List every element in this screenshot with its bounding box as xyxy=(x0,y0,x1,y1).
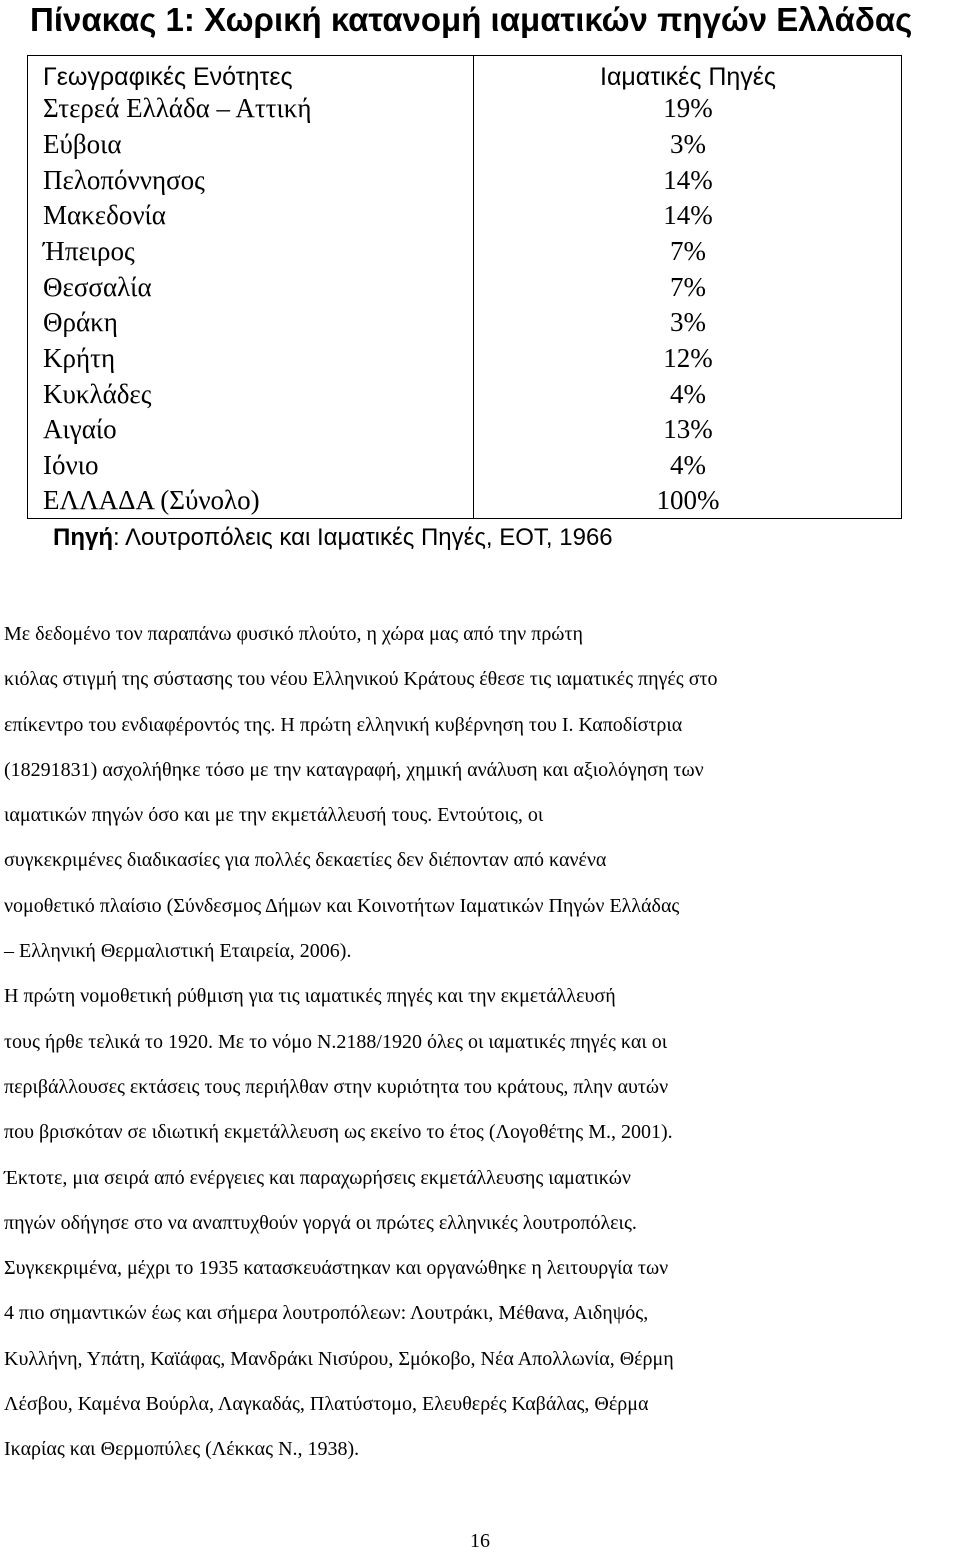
region-share: 7% xyxy=(670,272,706,302)
region-share: 4% xyxy=(670,379,706,409)
text-line: Συγκεκριμένα, μέχρι το 1935 κατασκευάστηκαν και οργανώθηκε η λειτουργία των xyxy=(4,1257,669,1280)
text-line: Ικαρίας και Θερμοπύλες (Λέκκας Ν., 1938). xyxy=(4,1438,360,1461)
region-share: 7% xyxy=(670,236,706,266)
text-line: τους ήρθε τελικά το 1920. Με το νόμο Ν.2188/1920 όλες οι ιαματικές πηγές και οι xyxy=(4,1030,668,1053)
table-row xyxy=(27,447,902,483)
region-share: 4% xyxy=(670,450,706,480)
table-row xyxy=(27,233,902,269)
region-name: Κυκλάδες xyxy=(43,379,152,409)
text-line: που βρισκόταν σε ιδιωτική εκμετάλλευση ως εκείνο το έτος (Λογοθέτης Μ., 2001). xyxy=(4,1121,673,1144)
region-share: 14% xyxy=(663,165,713,195)
table-row xyxy=(27,340,902,376)
text-line: Κυλλήνη, Υπάτη, Καϊάφας, Μανδράκι Νισύρου, Σμόκοβο, Νέα Απολλωνία, Θέρμη xyxy=(4,1347,674,1370)
region-name: Στερεά Ελλάδα – Αττική xyxy=(43,93,312,123)
table-row xyxy=(27,269,902,305)
table-total-row xyxy=(27,482,902,518)
region-name: Ήπειρος xyxy=(43,236,135,266)
text-line: κιόλας στιγμή της σύστασης του νέου Ελληνικού Κράτους έθεσε τις ιαματικές πηγές στο xyxy=(4,668,718,691)
text-line: Με δεδομένο τον παραπάνω φυσικό πλούτο, η χώρα μας από την πρώτη xyxy=(4,623,583,645)
page-number: 16 xyxy=(470,1530,490,1552)
table-title: Πίνακας 1: Χωρική κατανομή ιαματικών πηγών Ελλάδας xyxy=(30,1,913,38)
text-line: Η πρώτη νομοθετική ρύθμιση για τις ιαματικές πηγές και την εκμετάλλευσή xyxy=(4,985,616,1008)
region-share: 3% xyxy=(670,129,706,159)
text-line: νομοθετικό πλαίσιο (Σύνδεσμος Δήμων και Κοινοτήτων Ιαματικών Πηγών Ελλάδας xyxy=(4,894,680,917)
region-name: Μακεδονία xyxy=(43,200,166,230)
text-line: – Ελληνική Θερμαλιστική Εταιρεία, 2006). xyxy=(4,940,352,963)
source-text: : Λουτροπόλεις και Ιαματικές Πηγές, ΕΟΤ, 1966 xyxy=(113,524,613,551)
text-line: Έκτοτε, μια σειρά από ενέργειες και παραχωρήσεις εκμετάλλευσης ιαματικών xyxy=(4,1166,631,1189)
text-line: Λέσβου, Καμένα Βούρλα, Λαγκαδάς, Πλατύστομο, Ελευθερές Καβάλας, Θέρμα xyxy=(4,1393,649,1416)
region-share: 100% xyxy=(656,485,720,515)
text-line: (18291831) ασχολήθηκε τόσο με την καταγραφή, χημική ανάλυση και αξιολόγηση των xyxy=(4,758,704,781)
region-name: Κρήτη xyxy=(43,343,116,373)
table-source xyxy=(53,522,613,554)
text-line: ιαματικών πηγών όσο και με την εκμετάλλευσή τους. Εντούτοις, οι xyxy=(4,804,544,827)
table-row xyxy=(27,162,902,198)
header-springs: Ιαματικές Πηγές xyxy=(600,63,776,91)
table-row xyxy=(27,197,902,233)
table-row xyxy=(27,376,902,412)
region-share: 12% xyxy=(663,343,713,373)
region-name: Θεσσαλία xyxy=(43,272,152,302)
table-row xyxy=(27,90,902,126)
table-row xyxy=(27,126,902,162)
text-line: επίκεντρο του ενδιαφέροντός της. Η πρώτη ελληνική κυβέρνηση του Ι. Καποδίστρια xyxy=(4,713,683,736)
table-row xyxy=(27,304,902,340)
text-line: πηγών οδήγησε στο να αναπτυχθούν γοργά οι πρώτες ελληνικές λουτροπόλεις. xyxy=(4,1211,637,1234)
region-name: Ιόνιο xyxy=(43,450,99,480)
region-share: 19% xyxy=(663,93,713,123)
header-regions: Γεωγραφικές Ενότητες xyxy=(43,63,293,91)
body-text xyxy=(4,612,959,1473)
source-label: Πηγή xyxy=(53,524,113,551)
region-name: Εύβοια xyxy=(43,129,122,159)
region-share: 14% xyxy=(663,200,713,230)
region-name: ΕΛΛΑΔΑ (Σύνολο) xyxy=(43,485,260,515)
table-row xyxy=(27,411,902,447)
text-line: συγκεκριμένες διαδικασίες για πολλές δεκαετίες δεν διέπονταν από κανένα xyxy=(4,849,607,872)
region-share: 3% xyxy=(670,307,706,337)
region-name: Αιγαίο xyxy=(43,414,117,444)
text-line: 4 πιο σημαντικών έως και σήμερα λουτροπόλεων: Λουτράκι, Μέθανα, Αιδηψός, xyxy=(4,1302,649,1325)
region-name: Θράκη xyxy=(43,307,118,337)
text-line: περιβάλλουσες εκτάσεις τους περιήλθαν στην κυριότητα του κράτους, πλην αυτών xyxy=(4,1075,669,1098)
region-share: 13% xyxy=(663,414,713,444)
region-name: Πελοπόννησος xyxy=(43,165,205,195)
